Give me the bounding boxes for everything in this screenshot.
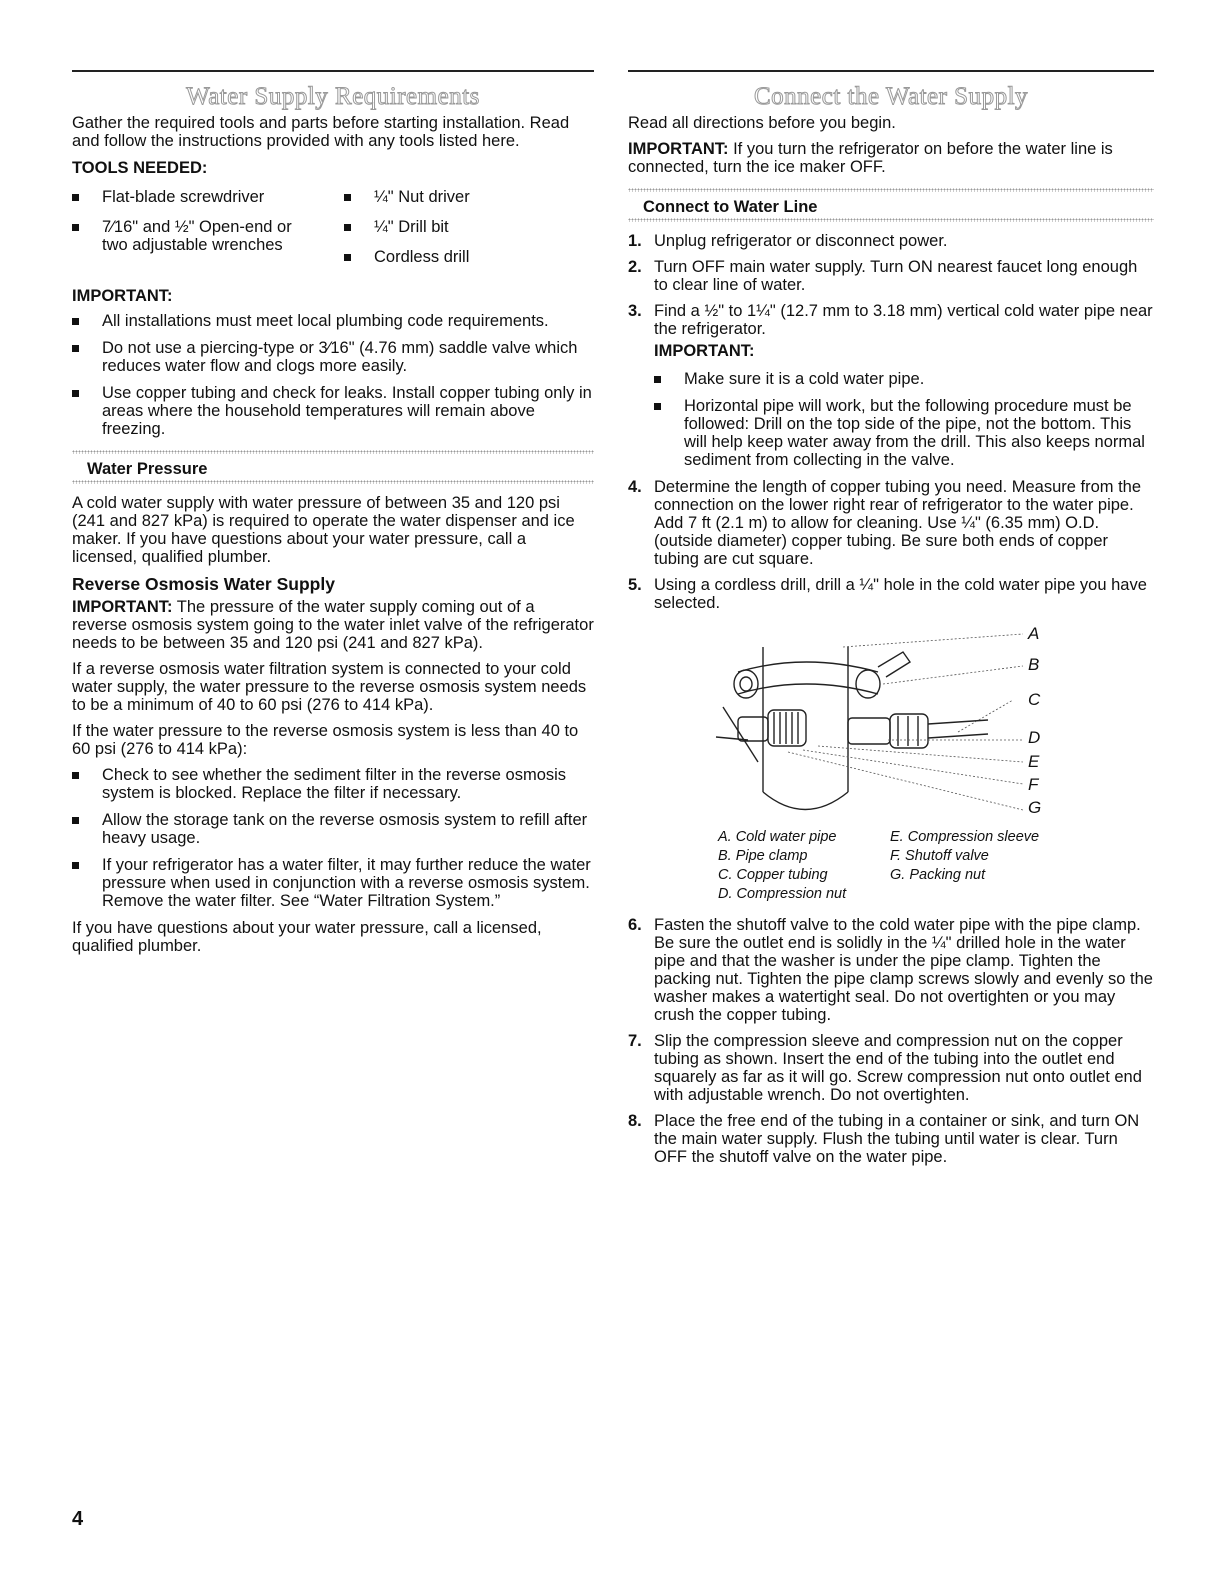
important-list: [72, 312, 594, 438]
step-number: 7.: [628, 1032, 642, 1050]
caption: G. Packing nut: [890, 867, 986, 883]
step-number: 1.: [628, 232, 642, 250]
step-number: 5.: [628, 576, 642, 594]
important-item: All installations must meet local plumbing code requirements.: [72, 312, 594, 330]
figure-label-d: D: [1028, 728, 1041, 747]
step-text: Fasten the shutoff valve to the cold water pipe with the pipe clamp. Be sure the outlet end is solidly in the ¼" drilled hole in the water pipe and that the washer is under the pipe clamp. Tighten the packing nut. Tighten the pipe clamp screws slowly and evenly so the washer makes a watertight seal. Do not overtighten or you may crush the copper tubing.: [654, 916, 1153, 1024]
step-text: Find a ½" to 1¼" (12.7 mm to 3.18 mm) vertical cold water pipe near the refrigerator.: [654, 302, 1153, 338]
tools-col-2: [344, 188, 470, 278]
step3-item: Make sure it is a cold water pipe.: [654, 370, 1154, 388]
step-text: Determine the length of copper tubing you need. Measure from the connection on the lower right rear of refrigerator to the water pipe. Add 7 ft (2.1 m) to allow for cleaning. Use ¼" (6.35 mm) O.D. (outside diameter) copper tubing. Be sure both ends of copper tubing are cut square.: [654, 478, 1142, 568]
step-text: Using a cordless drill, drill a ¼" hole in the cold water pipe you have selected.: [654, 576, 1147, 612]
important-item: Use copper tubing and check for leaks. Install copper tubing only in areas where the household temperatures will remain above freezing.: [72, 384, 594, 438]
left-column: [72, 70, 594, 963]
ro-important-text: The pressure of the water supply coming out of a reverse osmosis system going to the water inlet valve of the refrigerator needs to be between 35 and 120 psi (241 and 827 kPa).: [72, 598, 594, 652]
section-title: Water Supply Requirements: [186, 83, 480, 110]
step-text: Turn OFF main water supply. Turn ON nearest faucet long enough to clear line of water.: [654, 258, 1138, 294]
ro-item: If your refrigerator has a water filter, it may further reduce the water pressure when used in conjunction with a reverse osmosis system. Remove the water filter. See “Water Filtration System.”: [72, 856, 594, 910]
tool-item: Flat-blade screwdriver: [72, 188, 344, 206]
step-number: 2.: [628, 258, 642, 276]
caption: D. Compression nut: [718, 886, 847, 902]
tools-col-1: [72, 188, 344, 278]
figure-label-g: G: [1028, 798, 1042, 817]
tool-item: 7⁄16" and ½" Open-end or two adjustable wrenches: [72, 218, 312, 254]
water-pressure-text: A cold water supply with water pressure of between 35 and 120 psi (241 and 827 kPa) is required to operate the water dispenser and ice maker. If you have questions about your water pressure, call a licensed, qualified plumber.: [72, 494, 575, 566]
ro-important-label: IMPORTANT:: [72, 598, 173, 616]
top-rule: [628, 70, 1154, 72]
ro-item: Check to see whether the sediment filter in the reverse osmosis system is blocked. Replace the filter if necessary.: [72, 766, 594, 802]
step-text: Place the free end of the tubing in a container or sink, and turn ON the main water supply. Flush the tubing until water is clear. Turn OFF the shutoff valve on the water pipe.: [654, 1112, 1140, 1166]
step-item: [628, 302, 1154, 469]
figure-label-b: B: [1028, 655, 1040, 674]
step-item: [628, 1112, 1154, 1166]
valve-illustration: [628, 622, 1154, 822]
caption: [890, 885, 1070, 904]
step3-list: [654, 370, 1154, 469]
tools-list: [72, 188, 594, 286]
step-text: Slip the compression sleeve and compression nut on the copper tubing as shown. Insert the end of the tubing into the outlet end squarely as far as it will go. Screw compression nut onto outlet end with adjustable wrench. Do not overtighten.: [654, 1032, 1142, 1104]
step-number: 3.: [628, 302, 642, 320]
dotted-rule: [628, 218, 1154, 222]
tools-heading: TOOLS NEEDED:: [72, 159, 208, 177]
ro-list: [72, 766, 594, 910]
step-item: [628, 916, 1154, 1024]
caption: B. Pipe clamp: [718, 848, 808, 864]
dotted-rule: [72, 450, 594, 454]
tool-item: ¼" Nut driver: [344, 188, 470, 206]
closing-text: If you have questions about your water pressure, call a licensed, qualified plumber.: [72, 919, 542, 955]
step-item: [628, 232, 1154, 250]
steps-list-continued: [628, 916, 1154, 1166]
step-number: 4.: [628, 478, 642, 496]
figure-captions: [718, 828, 1154, 904]
dotted-rule: [72, 480, 594, 484]
top-rule: [72, 70, 594, 72]
page-number: 4: [72, 1508, 84, 1530]
caption: F. Shutoff valve: [890, 848, 989, 864]
figure-label-f: F: [1028, 775, 1039, 794]
step-text: Unplug refrigerator or disconnect power.: [654, 232, 948, 250]
important-heading: IMPORTANT:: [72, 287, 173, 305]
figure-label-c: C: [1028, 690, 1041, 709]
step-item: [628, 478, 1154, 568]
caption: E. Compression sleeve: [890, 829, 1040, 845]
important-paragraph: [628, 140, 1154, 176]
figure-label-e: E: [1028, 752, 1040, 771]
tool-item: ¼" Drill bit: [344, 218, 470, 236]
section-title: Connect the Water Supply: [753, 83, 1029, 110]
ro-paragraph: If the water pressure to the reverse osmosis system is less than 40 to 60 psi (276 to 414 kPa):: [72, 722, 579, 758]
ro-item: Allow the storage tank on the reverse osmosis system to refill after heavy usage.: [72, 811, 594, 847]
dotted-rule: [628, 188, 1154, 192]
ro-paragraph: If a reverse osmosis water filtration system is connected to your cold water supply, the water pressure to the reverse osmosis system needs to be a minimum of 40 to 60 psi (276 to 414 kPa).: [72, 660, 587, 714]
step-item: [628, 258, 1154, 294]
important-item: Do not use a piercing-type or 3⁄16" (4.76 mm) saddle valve which reduces water flow and clogs more easily.: [72, 339, 594, 375]
step3-item: Horizontal pipe will work, but the following procedure must be followed: Drill on the top side of the pipe, not the bottom. This will help keep water away from the drill. This also keeps normal sediment from collecting in the valve.: [654, 397, 1154, 469]
step-item: [628, 1032, 1154, 1104]
intro-text: Read all directions before you begin.: [628, 114, 896, 132]
intro-text: Gather the required tools and parts before starting installation. Read and follow the instructions provided with any tools listed here.: [72, 114, 570, 150]
important-label: IMPORTANT:: [628, 140, 729, 158]
ro-important-paragraph: [72, 598, 594, 652]
steps-list: [628, 232, 1154, 612]
important-text: If you turn the refrigerator on before the water line is connected, turn the ice maker OFF.: [628, 140, 1113, 176]
valve-diagram: [628, 622, 1154, 822]
connect-heading: Connect to Water Line: [643, 198, 818, 216]
ro-heading: Reverse Osmosis Water Supply: [72, 574, 335, 594]
step-number: 6.: [628, 916, 642, 934]
caption: A. Cold water pipe: [718, 829, 837, 845]
step-item: [628, 576, 1154, 612]
water-pressure-heading: Water Pressure: [87, 460, 208, 478]
figure-label-a: A: [1028, 624, 1040, 643]
step-number: 8.: [628, 1112, 642, 1130]
step3-important-label: IMPORTANT:: [654, 342, 755, 360]
caption: C. Copper tubing: [718, 867, 828, 883]
tool-item: Cordless drill: [344, 248, 470, 266]
right-column: [628, 70, 1154, 1174]
